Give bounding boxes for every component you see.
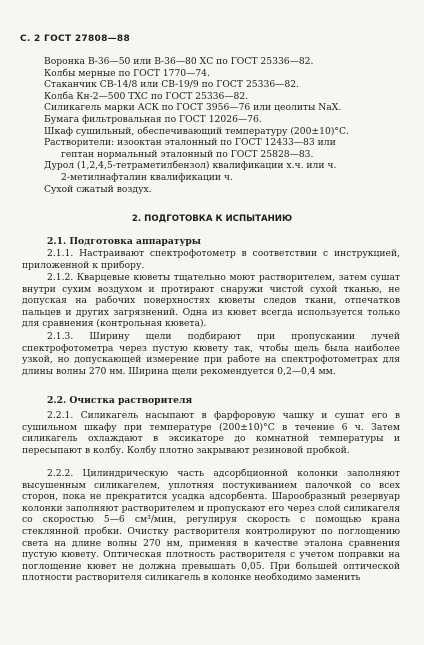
paragraph-2-1-1: 2.1.1. Настраивают спектрофотометр в соответствии с инструкцией, приложенной к прибору. — [22, 248, 400, 271]
material-item: 2-метилнафталин квалификации ч. — [61, 171, 233, 183]
page-header: С. 2 ГОСТ 27808—88 — [20, 34, 131, 44]
material-item: Дурол (1,2,4,5-тетраметилбензол) квалификации х.ч. или ч. — [44, 160, 337, 172]
material-item: гептан нормальный эталонный по ГОСТ 25828—83. — [61, 148, 314, 160]
section-title: 2. ПОДГОТОВКА К ИСПЫТАНИЮ — [131, 214, 293, 224]
subsection-title: 2.1. Подготовка аппаратуры — [47, 236, 201, 247]
material-item: Растворители: изооктан эталонный по ГОСТ 12433—83 или — [44, 137, 336, 149]
material-item: Стаканчик СВ-14/8 или СВ-19/9 по ГОСТ 25336—82. — [44, 79, 299, 91]
material-item: Бумага фильтровальная по ГОСТ 12026—76. — [44, 113, 262, 125]
paragraph-2-1-3: 2.1.3. Ширину щели подбирают при пропускании лучей спектрофотометра через пустую кювету так, чтобы щель была наиболее узкой, но допускающей измерение при работе на спектрофотометрах для длины волны 270 нм. Ширина щели рекомендуется 0,2—0,4 мм. — [22, 331, 400, 377]
materials-list — [0, 56, 404, 195]
paragraph-2-2-2: 2.2.2. Цилиндрическую часть адсорбционной колонки заполняют высушенным силикагелем, уплотняя постукиванием палочкой со всех сторон, пока не прекратится усадка адсорбента. Шарообразный резервуар колонки заполняют растворителем и пропускают его через слой силикагеля со скоростью 5—6 см³/мин, регулируя скорость с помощью крана стеклянной пробки. Очистку растворителя контролируют по поглощению света на длине волны 270 нм, применяя в качестве эталона сравнения пустую кювету. Оптическая плотность растворителя с учетом поправки на поглощение кювет не должна превышать 0,05. При большей оптической плотности растворителя силикагель в колонке необходимо заменить — [22, 468, 400, 584]
material-item: Воронка В-36—50 или В-36—80 ХС по ГОСТ 25336—82. — [44, 56, 314, 67]
material-item: Колбы мерные по ГОСТ 1770—74. — [44, 67, 210, 79]
material-item: Силикагель марки АСК по ГОСТ 3956—76 или цеолиты NaX. — [44, 102, 342, 114]
paragraph-2-1-2: 2.1.2. Кварцевые кюветы тщательно моют растворителем, затем сушат внутри сухим воздухом и протирают снаружи чистой сухой тканью, не допуская на рабочих поверхностях кюветы следов ткани, отпечатков пальцев и других загрязнений. Одна из кювет всегда используется только для сравнения (контрольная кювета). — [22, 272, 400, 330]
material-item: Сухой сжатый воздух. — [44, 183, 152, 195]
subsection-title: 2.2. Очистка растворителя — [47, 395, 193, 406]
material-item: Колба Кн-2—500 ТХС по ГОСТ 25336—82. — [44, 90, 249, 102]
paragraph-2-2-1: 2.2.1. Силикагель насыпают в фарфоровую чашку и сушат его в сушильном шкафу при температуре (200±10)°С в течение 6 ч. Затем силикагель охлаждают в эксикаторе до комнатной температуры и пересыпают в колбу. Колбу плотно закрывают резиновой пробкой. — [22, 410, 400, 456]
material-item: Шкаф сушильный, обеспечивающий температуру (200±10)°С. — [44, 125, 349, 137]
